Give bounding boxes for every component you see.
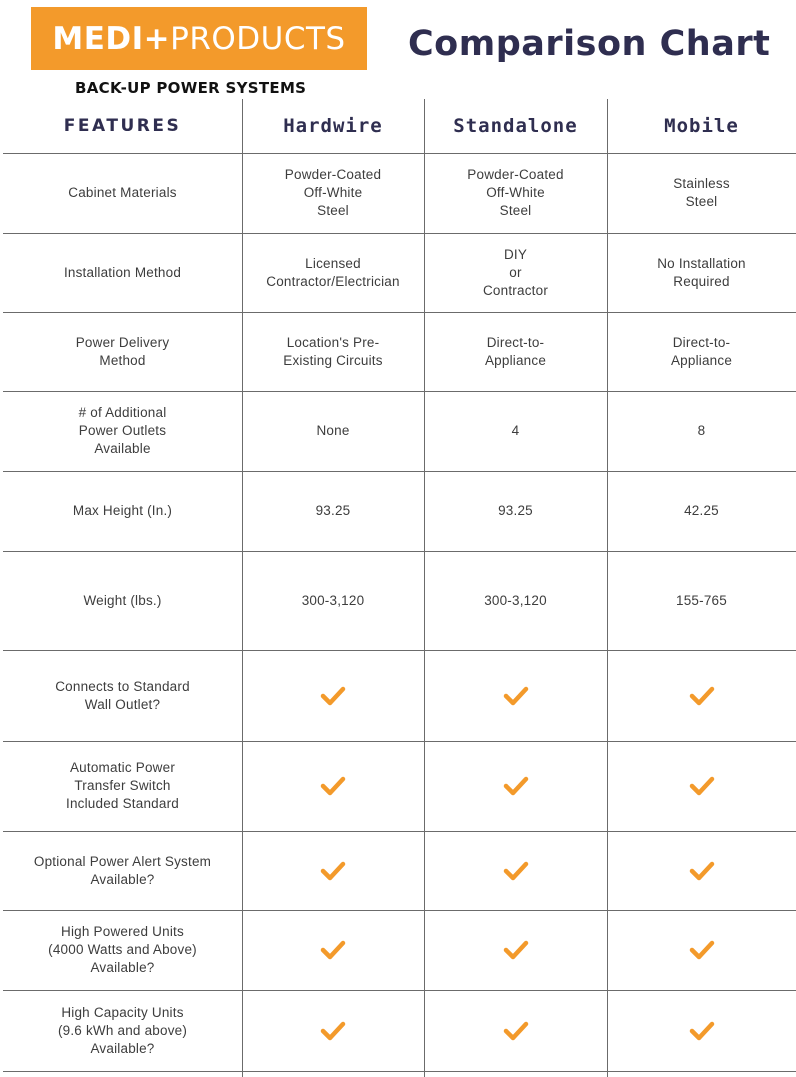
table-cell: Location's Pre- Existing Circuits bbox=[283, 334, 383, 368]
column-header-1: Hardwire bbox=[283, 115, 383, 137]
feature-label: Power Delivery Method bbox=[75, 334, 170, 368]
table-cell: Stainless Steel bbox=[673, 176, 730, 209]
checkmark-icon bbox=[424, 990, 607, 1071]
row-divider bbox=[3, 990, 796, 991]
feature-label: # of Additional Power Outlets Available bbox=[78, 405, 167, 456]
table-cell: Licensed Contractor/Electrician bbox=[266, 255, 400, 289]
row-divider bbox=[3, 650, 796, 651]
checkmark-icon bbox=[607, 741, 796, 831]
row-divider bbox=[3, 471, 796, 472]
table-cell: None bbox=[316, 423, 350, 438]
table-cell: Direct-to- Appliance bbox=[484, 334, 547, 368]
column-divider bbox=[607, 99, 608, 1077]
row-divider bbox=[3, 233, 796, 234]
table-cell: No Installation Required bbox=[657, 255, 746, 289]
logo-light-text: PRODUCTS bbox=[170, 20, 346, 57]
logo-bold-text: MEDI+ bbox=[52, 20, 171, 57]
checkmark-icon bbox=[242, 990, 424, 1071]
table-cell: 4 bbox=[511, 423, 520, 438]
row-divider bbox=[3, 741, 796, 742]
column-header-2: Standalone bbox=[453, 115, 578, 137]
table-cell: Direct-to- Appliance bbox=[670, 334, 733, 368]
table-cell: 300-3,120 bbox=[301, 592, 365, 608]
table-cell: 93.25 bbox=[498, 503, 533, 518]
feature-label: Optional Power Alert System Available? bbox=[33, 853, 212, 887]
table-cell: 155-765 bbox=[676, 592, 727, 608]
feature-label: Max Height (In.) bbox=[72, 503, 173, 518]
column-divider bbox=[242, 99, 243, 1077]
table-cell: DIY or Contractor bbox=[482, 246, 549, 298]
page-title: Comparison Chart bbox=[408, 24, 771, 64]
checkmark-icon bbox=[607, 831, 796, 910]
feature-label: Weight (lbs.) bbox=[83, 592, 162, 608]
table-cell: Powder-Coated Off-White Steel bbox=[467, 167, 564, 218]
column-header-3: Mobile bbox=[664, 115, 739, 137]
table-cell: 8 bbox=[697, 423, 706, 438]
checkmark-icon bbox=[424, 831, 607, 910]
feature-label: Cabinet Materials bbox=[68, 185, 177, 200]
checkmark-icon bbox=[607, 910, 796, 990]
checkmark-icon bbox=[607, 990, 796, 1071]
checkmark-icon bbox=[242, 650, 424, 741]
checkmark-icon bbox=[424, 910, 607, 990]
checkmark-icon bbox=[607, 650, 796, 741]
table-cell: 42.25 bbox=[684, 503, 719, 518]
row-divider bbox=[3, 551, 796, 552]
table-cell: 93.25 bbox=[315, 503, 351, 518]
row-divider bbox=[3, 910, 796, 911]
checkmark-icon bbox=[424, 650, 607, 741]
table-cell: 300-3,120 bbox=[484, 592, 547, 608]
feature-label: Connects to Standard Wall Outlet? bbox=[55, 678, 190, 712]
table-cell: Powder-Coated Off-White Steel bbox=[284, 167, 382, 218]
row-divider bbox=[3, 391, 796, 392]
feature-label: Installation Method bbox=[63, 264, 182, 280]
feature-label: High Powered Units (4000 Watts and Above) Available? bbox=[48, 924, 197, 975]
row-divider bbox=[3, 831, 796, 832]
logo bbox=[31, 7, 367, 70]
checkmark-icon bbox=[242, 831, 424, 910]
checkmark-icon bbox=[242, 910, 424, 990]
column-header-0: FEATURES bbox=[63, 116, 182, 136]
row-divider bbox=[3, 153, 796, 154]
feature-label: High Capacity Units (9.6 kWh and above) Available? bbox=[57, 1004, 188, 1056]
row-divider bbox=[3, 1071, 796, 1072]
feature-label: Automatic Power Transfer Switch Included Standard bbox=[66, 760, 179, 811]
checkmark-icon bbox=[424, 741, 607, 831]
column-divider bbox=[424, 99, 425, 1077]
checkmark-icon bbox=[242, 741, 424, 831]
row-divider bbox=[3, 312, 796, 313]
subtitle: BACK-UP POWER SYSTEMS bbox=[75, 79, 307, 97]
